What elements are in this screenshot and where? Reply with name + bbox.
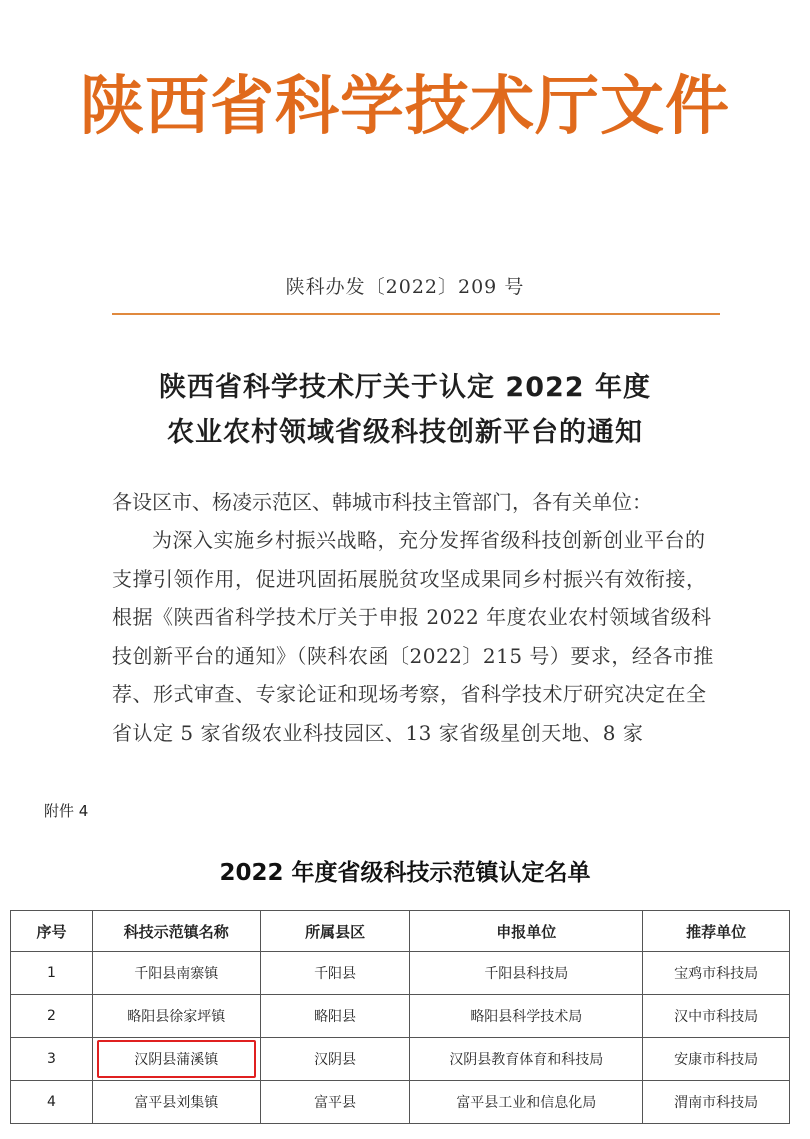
cell-index: 2 bbox=[11, 995, 93, 1038]
cell-county: 汉阴县 bbox=[260, 1038, 410, 1081]
cell-index: 3 bbox=[11, 1038, 93, 1081]
attachment-label: 附件 4 bbox=[44, 802, 89, 820]
cell-county: 富平县 bbox=[260, 1081, 410, 1124]
header-town-name: 科技示范镇名称 bbox=[92, 911, 260, 952]
document-number: 陕科办发〔2022〕209 号 bbox=[285, 276, 525, 298]
list-title: 2022 年度省级科技示范镇认定名单 bbox=[219, 860, 591, 886]
masthead-title: 陕西省科学技术厅文件 bbox=[80, 70, 730, 144]
cell-recommender: 渭南市科技局 bbox=[643, 1081, 790, 1124]
table-row bbox=[11, 1081, 790, 1124]
notice-title-line2: 农业农村领域省级科技创新平台的通知 bbox=[167, 417, 643, 448]
header-divider bbox=[112, 313, 720, 315]
notice-title-line1: 陕西省科学技术厅关于认定 2022 年度 bbox=[159, 372, 651, 403]
cell-index: 1 bbox=[11, 952, 93, 995]
cell-applicant: 略阳县科学技术局 bbox=[410, 995, 643, 1038]
table-header-row bbox=[11, 911, 790, 952]
table-row-highlighted bbox=[11, 1038, 790, 1081]
cell-town-name: 略阳县徐家坪镇 bbox=[92, 995, 260, 1038]
cell-town-name: 千阳县南寨镇 bbox=[92, 952, 260, 995]
demo-town-table bbox=[10, 910, 790, 1124]
cell-recommender: 汉中市科技局 bbox=[643, 995, 790, 1038]
cell-applicant: 千阳县科技局 bbox=[410, 952, 643, 995]
cell-county: 千阳县 bbox=[260, 952, 410, 995]
cell-index: 4 bbox=[11, 1081, 93, 1124]
cell-recommender: 安康市科技局 bbox=[643, 1038, 790, 1081]
cell-county: 略阳县 bbox=[260, 995, 410, 1038]
header-applicant: 申报单位 bbox=[410, 911, 643, 952]
table-row bbox=[11, 995, 790, 1038]
cell-applicant: 汉阴县教育体育和科技局 bbox=[410, 1038, 643, 1081]
town-name-text: 汉阴县蒲溪镇 bbox=[134, 1052, 219, 1068]
cell-applicant: 富平县工业和信息化局 bbox=[410, 1081, 643, 1124]
body-paragraph: 为深入实施乡村振兴战略，充分发挥省级科技创新创业平台的支撑引领作用，促进巩固拓展脱贫攻坚成果同乡村振兴有效衔接，根据《陕西省科学技术厅关于申报 2022 年度农业农村领域省级科技创新平台的通知》（陕科农函〔2022〕215 号）要求，经各市推荐、形式审查、专家论证和现场考察，省科学技术厅研究决定在全省认定 5 家省级农业科技园区、13 家省级星创天地、8 家 bbox=[112, 528, 714, 745]
header-county: 所属县区 bbox=[260, 911, 410, 952]
salutation: 各设区市、杨凌示范区、韩城市科技主管部门，各有关单位： bbox=[112, 490, 652, 514]
header-recommender: 推荐单位 bbox=[643, 911, 790, 952]
table-row bbox=[11, 952, 790, 995]
cell-town-name: 富平县刘集镇 bbox=[92, 1081, 260, 1124]
cell-recommender: 宝鸡市科技局 bbox=[643, 952, 790, 995]
highlight-box bbox=[97, 1040, 256, 1078]
cell-town-name-highlighted bbox=[92, 1038, 260, 1081]
header-index: 序号 bbox=[11, 911, 93, 952]
